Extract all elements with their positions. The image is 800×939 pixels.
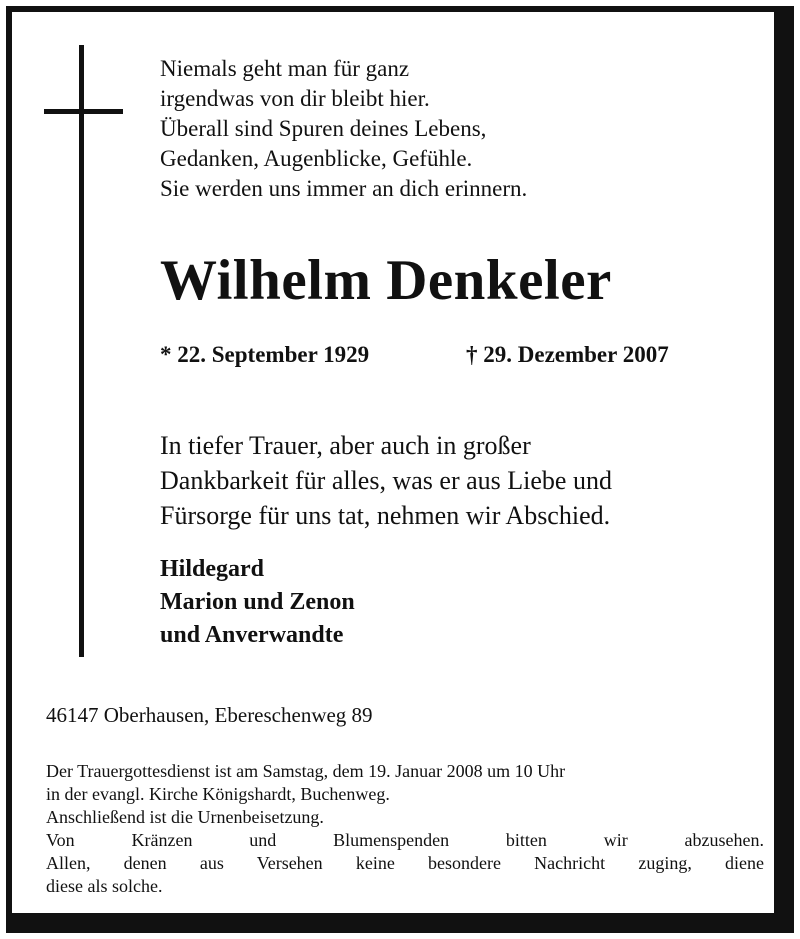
service-line: Von Kränzen und Blumenspenden bitten wir abzusehen. xyxy=(46,830,764,850)
poem xyxy=(160,54,527,204)
signer-line: und Anverwandte xyxy=(160,622,344,648)
address: 46147 Oberhausen, Ebereschenweg 89 xyxy=(46,703,373,727)
poem-line: Überall sind Spuren deines Lebens, xyxy=(160,116,487,141)
service-line: in der evangl. Kirche Königshardt, Buchenweg. xyxy=(46,784,390,804)
signer-line: Marion und Zenon xyxy=(160,589,355,615)
poem-line: Niemals geht man für ganz xyxy=(160,56,410,81)
poem-line: irgendwas von dir bleibt hier. xyxy=(160,86,430,111)
deceased-name: Wilhelm Denkeler xyxy=(160,249,612,312)
cross-icon-vertical-beam xyxy=(79,45,84,657)
signers xyxy=(160,553,355,652)
service-notice xyxy=(46,760,764,898)
mourning-line: In tiefer Trauer, aber auch in großer xyxy=(160,431,531,460)
mourning-text xyxy=(160,428,612,533)
signer-line: Hildegard xyxy=(160,556,265,582)
cross-icon-horizontal-beam xyxy=(44,109,123,114)
death-date: † 29. Dezember 2007 xyxy=(466,342,669,367)
mourning-line: Dankbarkeit für alles, was er aus Liebe und xyxy=(160,466,612,495)
poem-line: Gedanken, Augenblicke, Gefühle. xyxy=(160,146,473,171)
service-line: Der Trauergottesdienst ist am Samstag, dem 19. Januar 2008 um 10 Uhr xyxy=(46,761,566,781)
poem-line: Sie werden uns immer an dich erinnern. xyxy=(160,176,528,201)
birth-date: * 22. September 1929 xyxy=(160,342,370,367)
service-line: Anschließend ist die Urnenbeisetzung. xyxy=(46,807,324,827)
service-line: diese als solche. xyxy=(46,876,163,896)
mourning-line: Fürsorge für uns tat, nehmen wir Abschied. xyxy=(160,501,611,530)
service-line: Allen, denen aus Versehen keine besondere Nachricht zuging, diene xyxy=(46,853,764,873)
